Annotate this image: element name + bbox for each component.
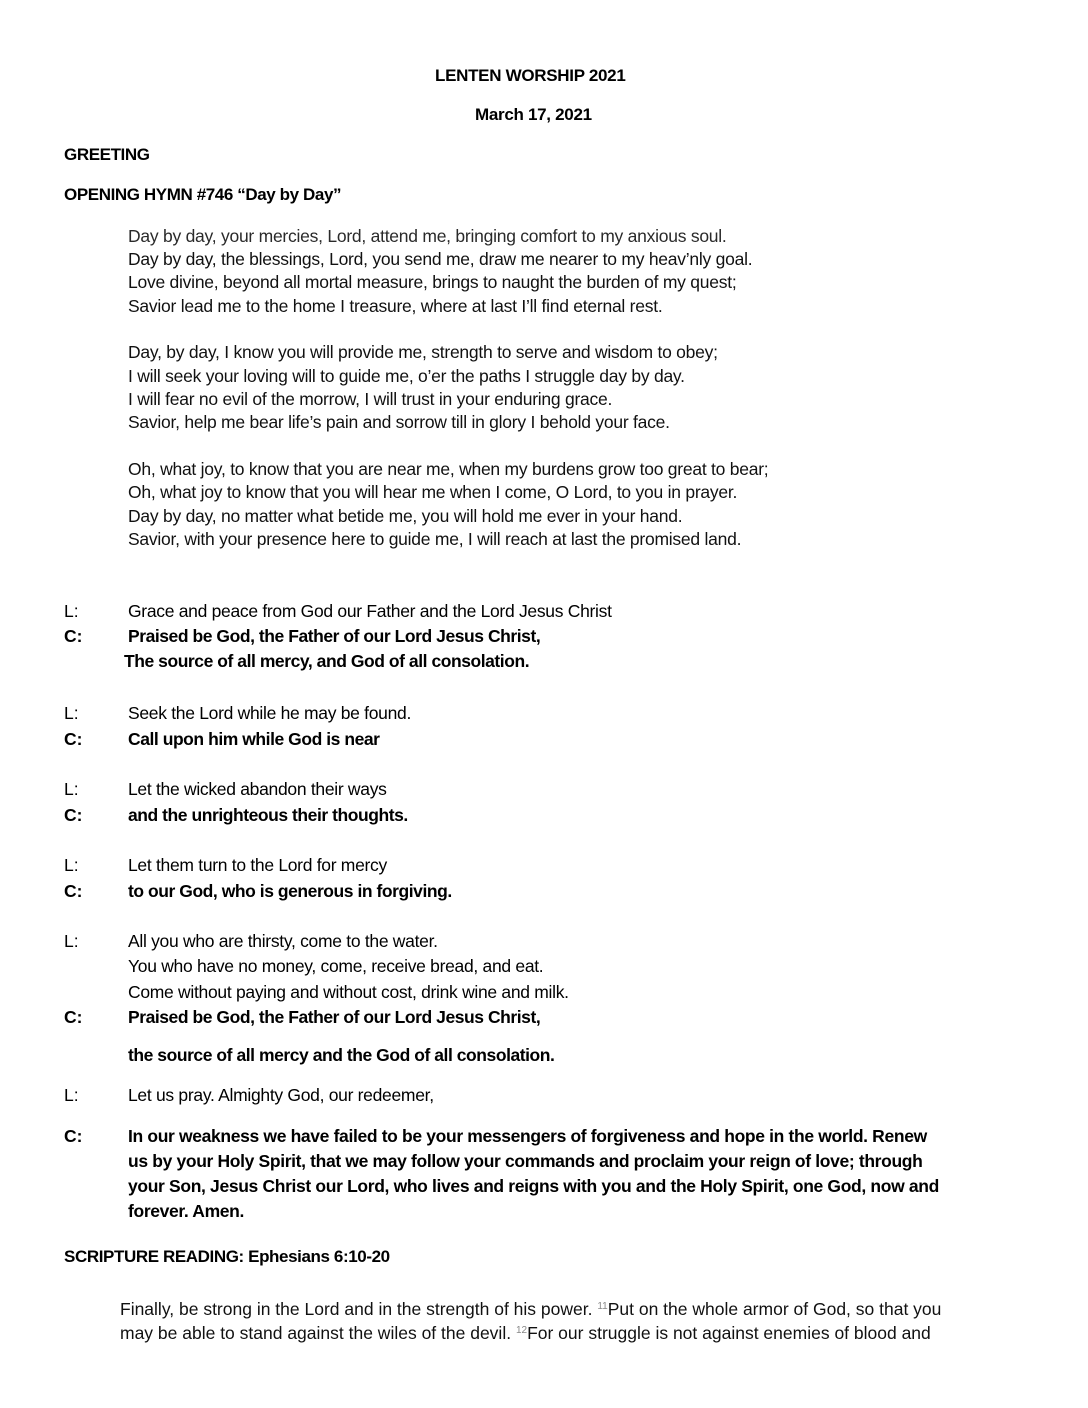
leader-label: L: — [64, 931, 79, 951]
congregation-line: your Son, Jesus Christ our Lord, who lives and reigns with you and the Holy Spirit, one God, now and — [128, 1176, 939, 1196]
congregation-line: Call upon him while God is near — [128, 729, 380, 749]
hymn-line: Savior, with your presence here to guide me, I will reach at last the promised land. — [128, 529, 742, 549]
congregation-label: C: — [64, 729, 83, 749]
leader-line: Let us pray. Almighty God, our redeemer, — [128, 1085, 434, 1105]
congregation-line: forever. Amen. — [128, 1201, 245, 1221]
hymn-line: Oh, what joy, to know that you are near me, when my burdens grow too great to bear; — [128, 459, 769, 479]
service-date: March 17, 2021 — [475, 105, 592, 124]
leader-line: Grace and peace from God our Father and the Lord Jesus Christ — [128, 601, 612, 621]
scripture-text-segment: Put on the whole armor of God, so that you — [607, 1299, 942, 1319]
hymn-line: Savior, help me bear life’s pain and sorrow till in glory I behold your face. — [128, 412, 670, 432]
hymn-line: Oh, what joy to know that you will hear me when I come, O Lord, to you in prayer. — [128, 482, 738, 502]
hymn-line: Savior lead me to the home I treasure, where at last I’ll find eternal rest. — [128, 296, 663, 316]
scripture-text-segment: Finally, be strong in the Lord and in the strength of his power. — [120, 1299, 598, 1319]
congregation-label: C: — [64, 1007, 83, 1027]
hymn-line: Day by day, your mercies, Lord, attend me, bringing comfort to my anxious soul. — [128, 226, 727, 246]
leader-line: You who have no money, come, receive bread, and eat. — [128, 956, 544, 976]
congregation-line: the source of all mercy and the God of all consolation. — [128, 1045, 555, 1065]
congregation-line: us by your Holy Spirit, that we may follow your commands and proclaim your reign of love; through — [128, 1151, 923, 1171]
congregation-label: C: — [64, 1126, 83, 1146]
congregation-line: Praised be God, the Father of our Lord Jesus Christ, — [128, 1007, 541, 1027]
hymn-line: Day, by day, I know you will provide me, strength to serve and wisdom to obey; — [128, 342, 718, 362]
hymn-line: I will seek your loving will to guide me, o’er the paths I struggle day by day. — [128, 366, 685, 386]
congregation-label: C: — [64, 626, 83, 646]
hymn-line: Love divine, beyond all mortal measure, brings to naught the burden of my quest; — [128, 272, 737, 292]
section-heading-opening-hymn: OPENING HYMN #746 “Day by Day” — [64, 185, 342, 204]
congregation-prayer — [128, 1124, 1028, 1224]
scripture-text — [120, 1297, 1040, 1345]
leader-label: L: — [64, 703, 79, 723]
scripture-line — [120, 1321, 1040, 1345]
leader-line: Let them turn to the Lord for mercy — [128, 855, 387, 875]
verse-number: 12 — [515, 1325, 528, 1336]
congregation-line: Praised be God, the Father of our Lord Jesus Christ, — [128, 626, 541, 646]
leader-line: All you who are thirsty, come to the water. — [128, 931, 438, 951]
leader-label: L: — [64, 779, 79, 799]
leader-line: Come without paying and without cost, drink wine and milk. — [128, 982, 569, 1002]
congregation-label: C: — [64, 805, 83, 825]
leader-line: Seek the Lord while he may be found. — [128, 703, 412, 723]
leader-label: L: — [64, 855, 79, 875]
congregation-line: The source of all mercy, and God of all consolation. — [124, 651, 530, 671]
congregation-line: and the unrighteous their thoughts. — [128, 805, 408, 825]
scripture-line — [120, 1297, 1040, 1321]
scripture-text-segment: For our struggle is not against enemies of blood and — [527, 1323, 931, 1343]
section-heading-greeting: GREETING — [64, 145, 150, 164]
congregation-label: C: — [64, 881, 83, 901]
hymn-line: I will fear no evil of the morrow, I will trust in your enduring grace. — [128, 389, 613, 409]
hymn-line: Day by day, no matter what betide me, you will hold me ever in your hand. — [128, 506, 683, 526]
congregation-line: to our God, who is generous in forgiving. — [128, 881, 452, 901]
leader-line: Let the wicked abandon their ways — [128, 779, 387, 799]
page-title: LENTEN WORSHIP 2021 — [435, 66, 626, 85]
congregation-line: In our weakness we have failed to be your messengers of forgiveness and hope in the world. Renew — [128, 1126, 927, 1146]
leader-label: L: — [64, 601, 79, 621]
hymn-line: Day by day, the blessings, Lord, you send me, draw me nearer to my heav’nly goal. — [128, 249, 753, 269]
section-heading-scripture: SCRIPTURE READING: Ephesians 6:10-20 — [64, 1247, 390, 1266]
verse-number: 11 — [597, 1301, 608, 1312]
scripture-text-segment: may be able to stand against the wiles of the devil. — [120, 1323, 516, 1343]
leader-label: L: — [64, 1085, 79, 1105]
